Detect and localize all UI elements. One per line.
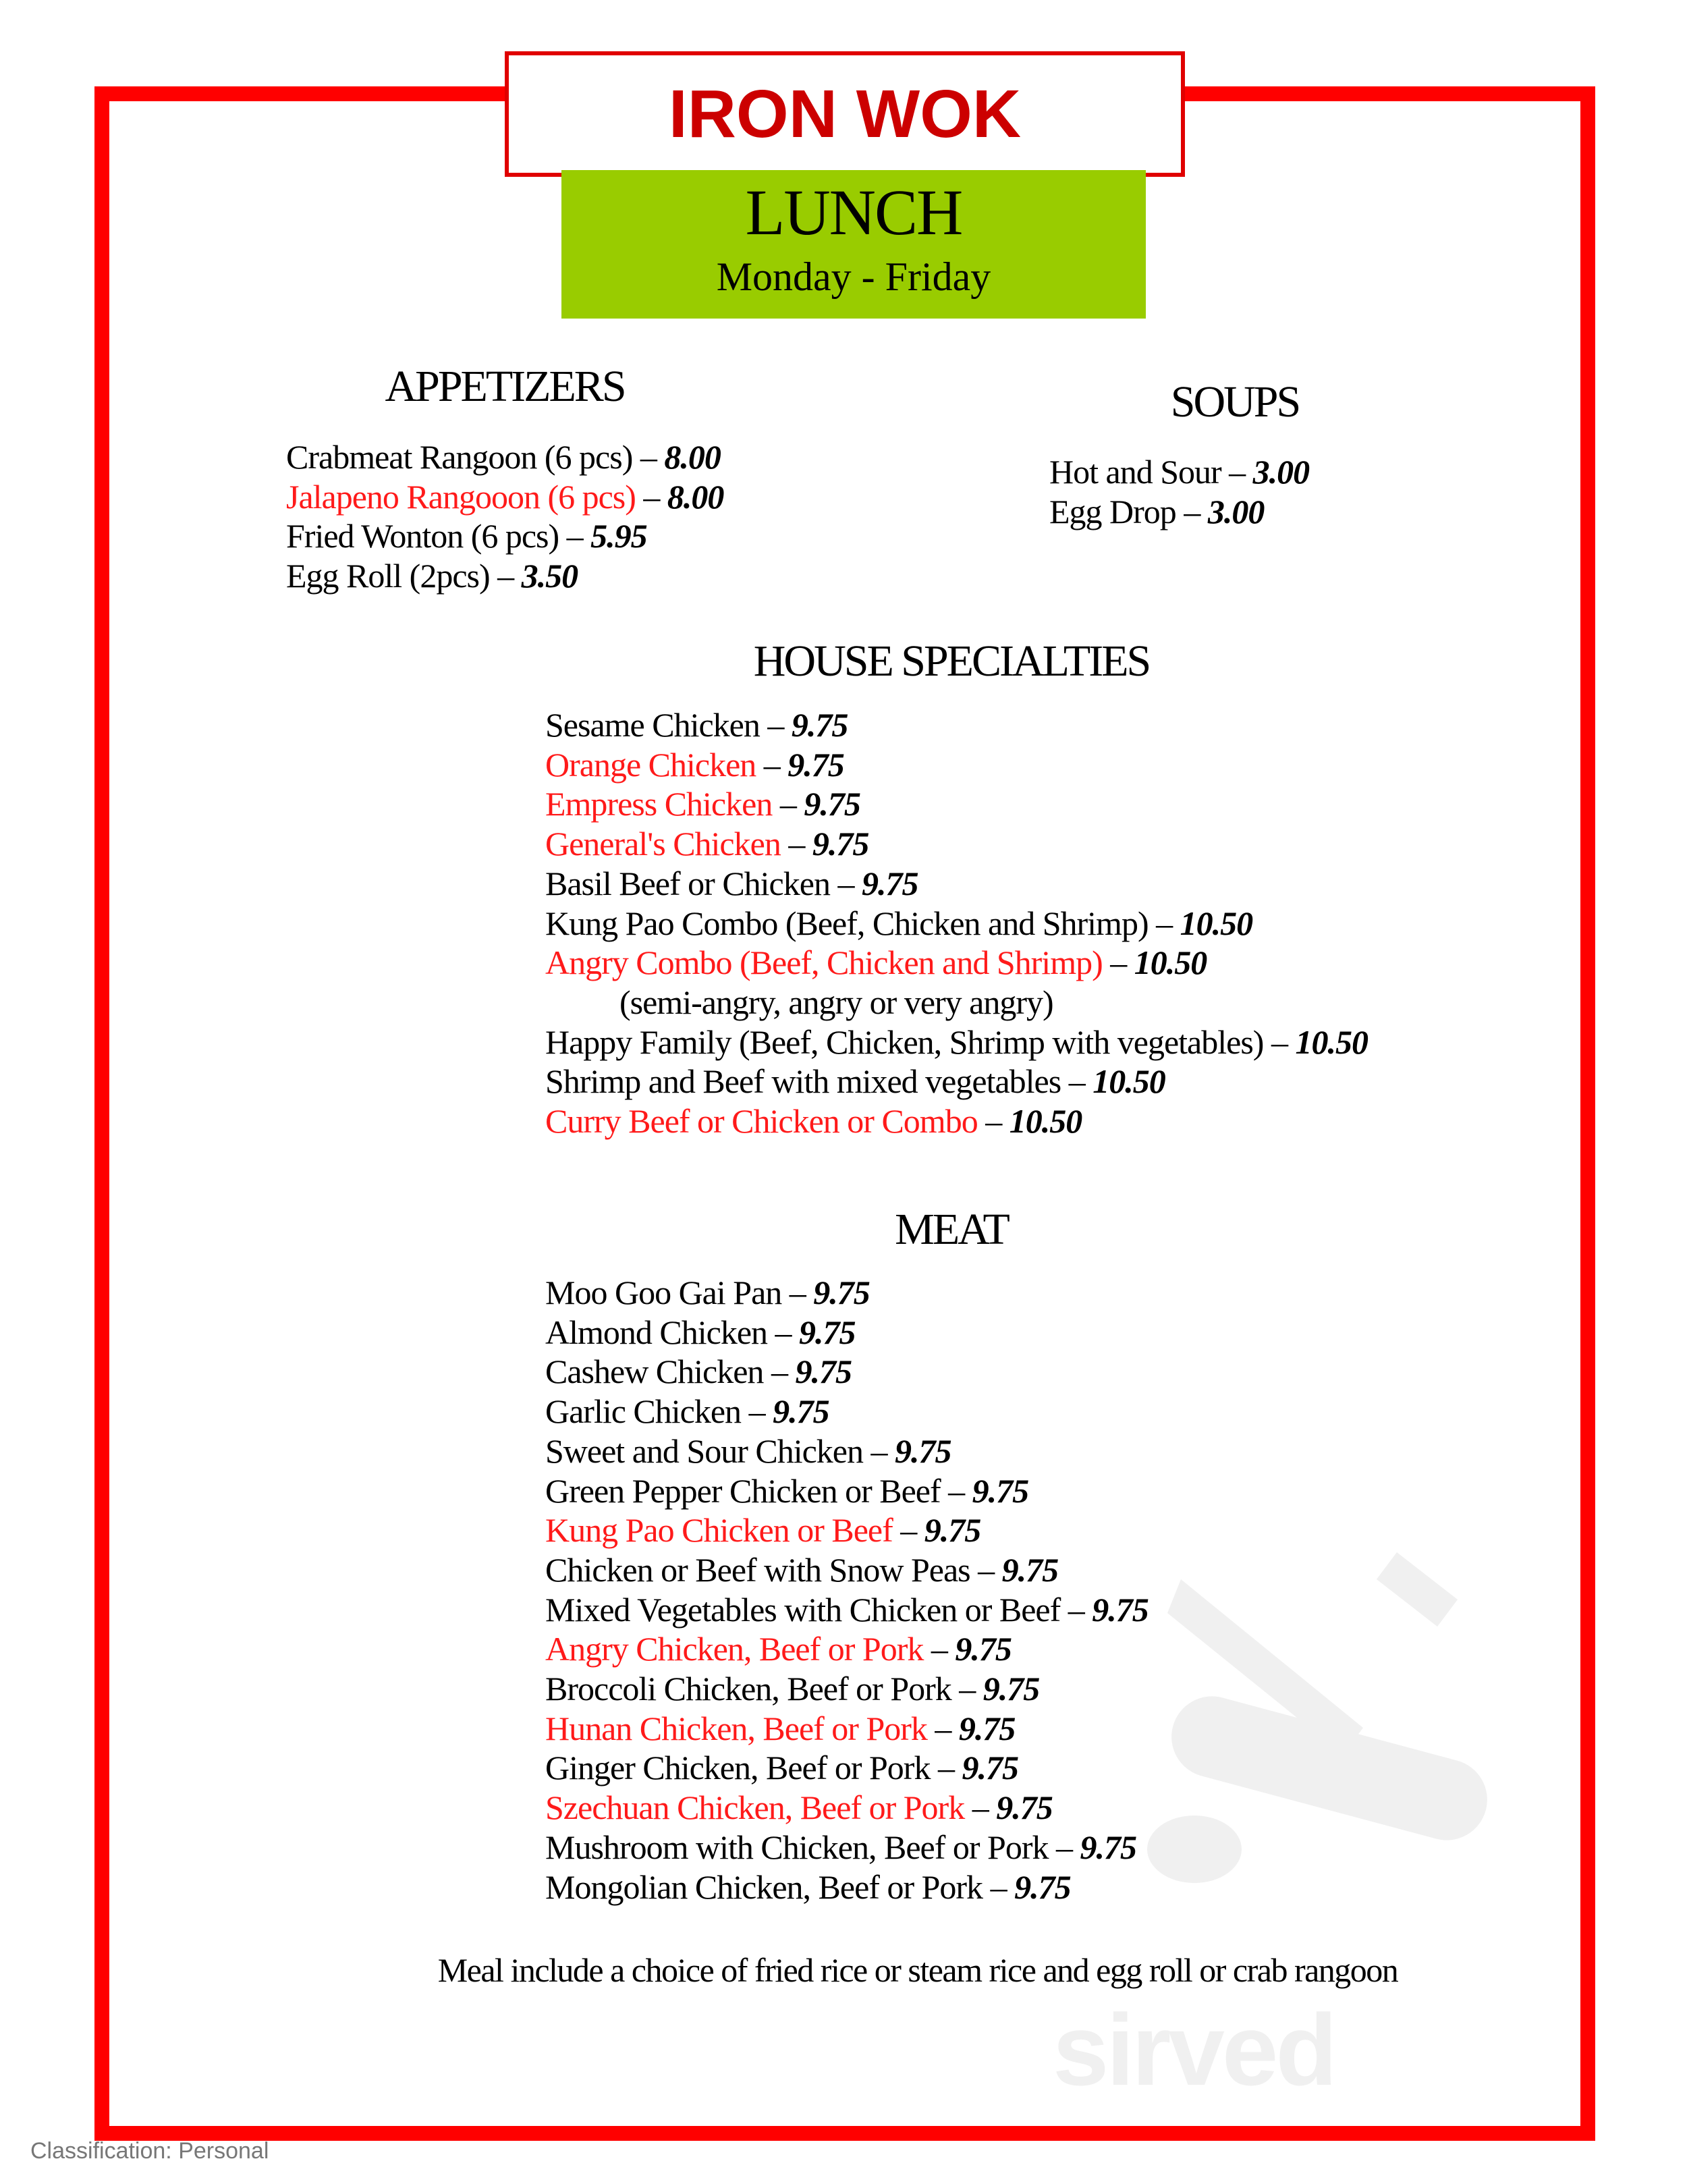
menu-item xyxy=(545,1101,1368,1141)
meat-heading: MEAT xyxy=(895,1205,1008,1254)
sirved-watermark: sirved xyxy=(1053,1993,1335,2106)
separator: – xyxy=(772,785,804,823)
classification-label: Classification: Personal xyxy=(30,2138,269,2164)
separator: – xyxy=(780,825,812,863)
separator: – xyxy=(1102,944,1134,982)
menu-item-name: Mongolian Chicken, Beef or Pork xyxy=(545,1867,983,1906)
menu-item-price: 9.75 xyxy=(1014,1867,1071,1906)
menu-item xyxy=(545,1709,1149,1749)
menu-item xyxy=(545,904,1368,944)
menu-item-name: Broccoli Chicken, Beef or Pork xyxy=(545,1670,951,1708)
separator: – xyxy=(1060,1590,1093,1629)
menu-item-price: 8.00 xyxy=(664,438,721,476)
menu-item-price: 9.75 xyxy=(894,1431,951,1470)
menu-item xyxy=(545,1392,1149,1431)
menu-item-price: 10.50 xyxy=(1093,1062,1165,1101)
menu-item-price: 9.75 xyxy=(795,1353,852,1391)
menu-item-name: Hunan Chicken, Beef or Pork xyxy=(545,1709,927,1747)
menu-item-price: 9.75 xyxy=(1001,1550,1059,1589)
separator: – xyxy=(964,1789,997,1827)
menu-item-price: 9.75 xyxy=(972,1471,1029,1510)
banner-title: LUNCH xyxy=(745,176,962,248)
menu-item-name: General's Chicken xyxy=(545,825,781,863)
menu-item-name: Sweet and Sour Chicken xyxy=(545,1431,863,1470)
separator: – xyxy=(1048,1828,1080,1866)
lunch-banner xyxy=(561,170,1146,319)
menu-item-name: Empress Chicken xyxy=(545,785,773,823)
separator: – xyxy=(559,517,591,555)
house-specialties-heading: HOUSE SPECIALTIES xyxy=(753,636,1150,686)
separator: – xyxy=(635,477,667,516)
separator: – xyxy=(489,557,522,595)
menu-item xyxy=(545,1471,1149,1511)
menu-item-name: Mushroom with Chicken, Beef or Pork xyxy=(545,1828,1049,1866)
menu-item-name: Green Pepper Chicken or Beef xyxy=(545,1471,941,1510)
menu-item xyxy=(545,1431,1149,1471)
menu-item xyxy=(286,516,723,556)
menu-item-price: 9.75 xyxy=(773,1392,829,1431)
menu-item-name: Egg Drop xyxy=(1049,492,1176,530)
restaurant-title-box xyxy=(505,51,1185,177)
separator: – xyxy=(1263,1022,1296,1061)
separator: – xyxy=(1148,904,1180,942)
menu-item-price: 9.75 xyxy=(791,706,848,744)
menu-item xyxy=(545,1748,1149,1788)
menu-item xyxy=(545,1669,1149,1709)
menu-item-price: 9.75 xyxy=(812,825,869,863)
menu-item-name: Orange Chicken xyxy=(545,745,756,784)
menu-item xyxy=(545,1828,1149,1867)
menu-item-price: 9.75 xyxy=(861,864,918,902)
menu-item xyxy=(545,1867,1149,1907)
menu-item xyxy=(545,1022,1368,1062)
house-specialties-list xyxy=(545,705,1368,1141)
menu-item-name: Almond Chicken xyxy=(545,1313,768,1351)
menu-item-price: 9.75 xyxy=(1080,1828,1136,1866)
menu-item-price: 10.50 xyxy=(1295,1022,1368,1061)
menu-item xyxy=(1049,452,1309,492)
separator: – xyxy=(923,1630,956,1668)
menu-item-name: Mixed Vegetables with Chicken or Beef xyxy=(545,1590,1061,1629)
menu-item-name: Crabmeat Rangoon (6 pcs) xyxy=(286,438,633,476)
menu-item xyxy=(545,1510,1149,1550)
menu-item-name: Egg Roll (2pcs) xyxy=(286,557,490,595)
separator: – xyxy=(930,1749,962,1787)
menu-item xyxy=(545,1273,1149,1313)
menu-item-price: 3.50 xyxy=(521,557,578,595)
menu-item-name: Garlic Chicken xyxy=(545,1392,742,1431)
menu-item-name: Jalapeno Rangooon (6 pcs) xyxy=(286,477,636,516)
separator: – xyxy=(983,1867,1015,1906)
appetizers-heading: APPETIZERS xyxy=(385,362,625,411)
menu-item-name: Hot and Sour xyxy=(1049,453,1221,491)
menu-item-price: 10.50 xyxy=(1134,944,1207,982)
menu-item-name: Kung Pao Chicken or Beef xyxy=(545,1511,893,1550)
menu-item xyxy=(545,943,1368,983)
separator: – xyxy=(763,1353,796,1391)
menu-item xyxy=(545,1313,1149,1353)
menu-item-price: 9.75 xyxy=(1092,1590,1149,1629)
menu-item-price: 8.00 xyxy=(667,477,724,516)
menu-item-price: 9.75 xyxy=(996,1789,1053,1827)
menu-item-name: Shrimp and Beef with mixed vegetables xyxy=(545,1062,1061,1101)
separator: – xyxy=(1176,492,1208,530)
menu-item-name: Cashew Chicken xyxy=(545,1353,764,1391)
menu-item-price: 9.75 xyxy=(958,1709,1016,1747)
menu-item-name: Basil Beef or Chicken xyxy=(545,864,830,902)
menu-item-price: 10.50 xyxy=(1009,1102,1082,1141)
separator: – xyxy=(789,1274,814,1311)
soups-heading: SOUPS xyxy=(1170,377,1300,427)
menu-item xyxy=(286,556,723,596)
menu-item xyxy=(286,477,723,517)
menu-item-price: 3.00 xyxy=(1207,492,1265,530)
menu-item xyxy=(545,745,1368,785)
appetizers-list xyxy=(286,437,723,596)
separator: – xyxy=(1221,453,1253,491)
menu-item-name: Ginger Chicken, Beef or Pork xyxy=(545,1749,931,1787)
menu-item xyxy=(286,437,723,477)
menu-item xyxy=(545,864,1368,904)
banner-days: Monday - Friday xyxy=(716,254,991,299)
separator: – xyxy=(940,1471,972,1510)
restaurant-name: IRON WOK xyxy=(668,76,1022,152)
separator: – xyxy=(892,1511,924,1550)
menu-item xyxy=(545,824,1368,864)
menu-item-name: Happy Family (Beef, Chicken, Shrimp with vegetables) xyxy=(545,1022,1264,1061)
menu-item xyxy=(545,1629,1149,1669)
menu-item-name: Sesame Chicken xyxy=(545,706,760,744)
separator: – xyxy=(927,1709,959,1747)
menu-item xyxy=(545,1352,1149,1392)
menu-item-price: 9.75 xyxy=(804,785,860,823)
menu-item xyxy=(545,1590,1149,1630)
separator: – xyxy=(862,1431,895,1470)
menu-item xyxy=(1049,492,1309,532)
separator: – xyxy=(977,1102,1010,1141)
menu-item-price: 9.75 xyxy=(962,1749,1018,1787)
separator: – xyxy=(829,864,862,902)
menu-item xyxy=(545,1550,1149,1590)
menu-item-name: Kung Pao Combo (Beef, Chicken and Shrimp) xyxy=(545,904,1149,942)
menu-item-name: Moo Goo Gai Pan xyxy=(545,1274,790,1311)
menu-item xyxy=(545,1062,1368,1101)
menu-item xyxy=(545,784,1368,824)
menu-item-price: 9.75 xyxy=(787,745,844,784)
menu-item-price: 9.75 xyxy=(813,1274,870,1311)
menu-item-price: 3.00 xyxy=(1252,453,1310,491)
separator: – xyxy=(759,706,792,744)
separator: – xyxy=(767,1313,800,1351)
separator: – xyxy=(951,1670,983,1708)
separator: – xyxy=(756,745,788,784)
separator: – xyxy=(970,1550,1002,1589)
menu-item xyxy=(545,1788,1149,1828)
menu-item-price: 10.50 xyxy=(1180,904,1253,942)
menu-item-name: Chicken or Beef with Snow Peas xyxy=(545,1550,970,1589)
menu-item-name: Angry Chicken, Beef or Pork xyxy=(545,1630,924,1668)
menu-item-note: (semi-angry, angry or very angry) xyxy=(619,983,1053,1021)
menu-item-price: 9.75 xyxy=(955,1630,1012,1668)
menu-item-name: Angry Combo (Beef, Chicken and Shrimp) xyxy=(545,944,1103,982)
menu-item-name: Fried Wonton (6 pcs) xyxy=(286,517,559,555)
soups-list xyxy=(1049,452,1309,531)
separator: – xyxy=(632,438,665,476)
menu-item xyxy=(545,705,1368,745)
menu-item-price: 9.75 xyxy=(799,1313,856,1351)
menu-item-name: Szechuan Chicken, Beef or Pork xyxy=(545,1789,965,1827)
meat-list xyxy=(545,1273,1149,1907)
meal-note: Meal include a choice of fried rice or steam rice and egg roll or crab rangoon xyxy=(437,1951,1398,1989)
menu-item-price: 9.75 xyxy=(983,1670,1040,1708)
menu-item-price: 9.75 xyxy=(924,1511,981,1550)
menu-item-name: Curry Beef or Chicken or Combo xyxy=(545,1102,978,1141)
separator: – xyxy=(1061,1062,1093,1101)
separator: – xyxy=(741,1392,773,1431)
menu-item-price: 5.95 xyxy=(590,517,647,555)
